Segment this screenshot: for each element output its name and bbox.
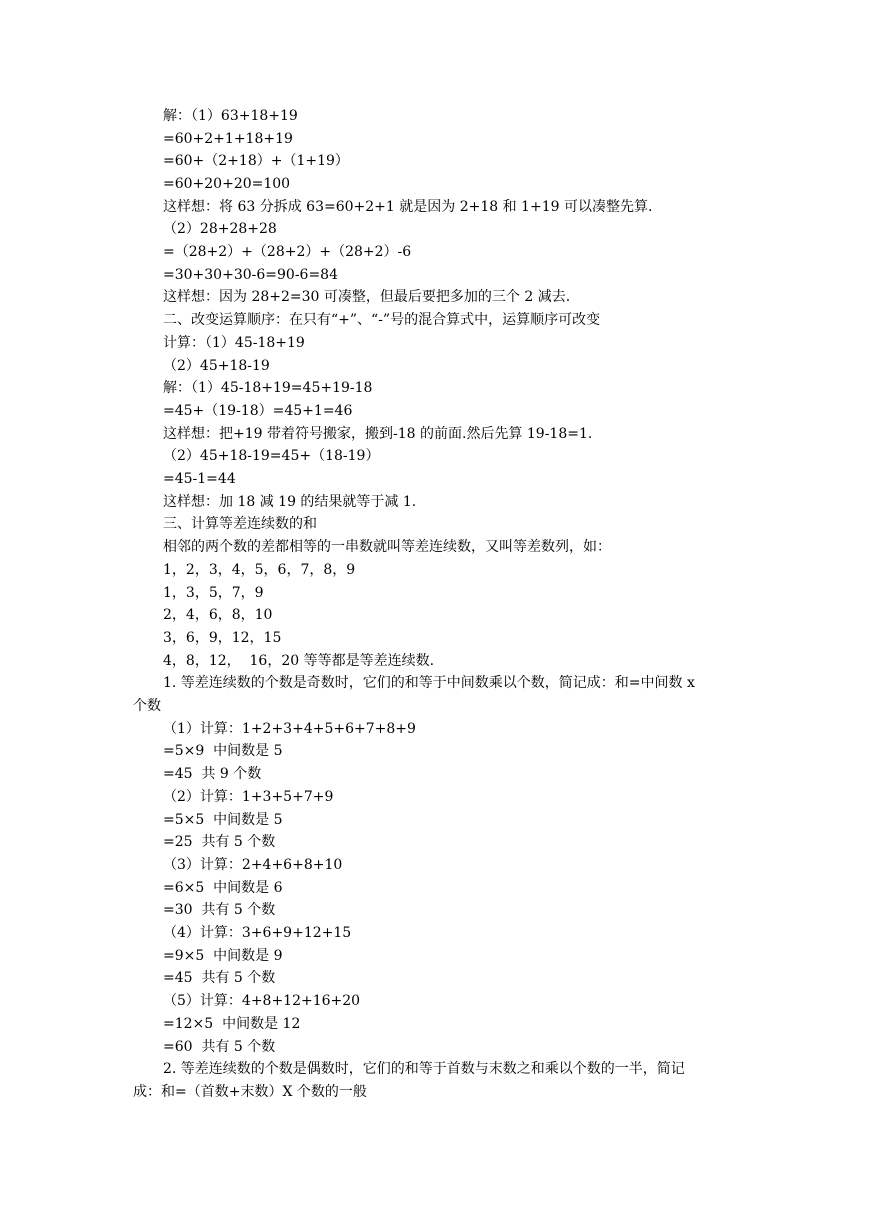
text-line: （2）45+18-19 — [163, 358, 270, 374]
section-heading: 二、改变运算顺序：在只有“+”、“-”号的混合算式中，运算顺序可改变 — [163, 312, 601, 328]
text-line: =45+（19-18）=45+1=46 — [163, 403, 353, 419]
paragraph-line: 1. 等差连续数的个数是奇数时，它们的和等于中间数乘以个数，简记成：和=中间数 x — [163, 675, 695, 691]
text-line: =12×5 中间数是 12 — [163, 1016, 301, 1032]
text-line: =30 共有 5 个数 — [163, 902, 276, 918]
text-line: =5×9 中间数是 5 — [163, 743, 283, 759]
text-line: 这样想：因为 28+2=30 可凑整，但最后要把多加的三个 2 减去. — [163, 289, 571, 305]
section-heading: 三、计算等差连续数的和 — [163, 516, 317, 532]
text-line: 计算：（1）45-18+19 — [163, 335, 305, 351]
text-line: =25 共有 5 个数 — [163, 834, 276, 850]
text-line: =60 共有 5 个数 — [163, 1039, 276, 1055]
text-line: =9×5 中间数是 9 — [163, 948, 283, 964]
paragraph-line: 成：和=（首数+末数）X 个数的一般 — [133, 1084, 367, 1100]
text-line: （2）45+18-19=45+（18-19） — [163, 448, 380, 464]
text-line: 1，2，3，4，5，6，7，8，9 — [163, 562, 356, 578]
text-line: 这样想：把+19 带着符号搬家，搬到-18 的前面.然后先算 19-18=1. — [163, 426, 593, 442]
text-line: 4，8，12， 16，20 等等都是等差连续数. — [163, 653, 435, 669]
text-line: 1，3，5，7，9 — [163, 585, 264, 601]
text-line: =60+2+1+18+19 — [163, 131, 293, 147]
text-line: 解：（1）63+18+19 — [163, 108, 298, 124]
text-line: =（28+2）+（28+2）+（28+2）-6 — [163, 244, 412, 260]
text-line: 这样想：将 63 分拆成 63=60+2+1 就是因为 2+18 和 1+19 可以凑整先算. — [163, 199, 653, 215]
text-line: =60+（2+18）+（1+19） — [163, 153, 349, 169]
text-line: 这样想：加 18 减 19 的结果就等于减 1. — [163, 494, 417, 510]
text-line: =60+20+20=100 — [163, 176, 291, 192]
text-line: （2）计算：1+3+5+7+9 — [163, 789, 334, 805]
text-line: =5×5 中间数是 5 — [163, 812, 283, 828]
text-line: 3，6，9，12，15 — [163, 630, 282, 646]
text-line: =45 共 9 个数 — [163, 766, 262, 782]
paragraph-line: 个数 — [133, 698, 161, 714]
text-line: =45 共有 5 个数 — [163, 970, 276, 986]
text-line: 相邻的两个数的差都相等的一串数就叫等差连续数，又叫等差数列，如： — [163, 539, 611, 555]
text-line: （4）计算：3+6+9+12+15 — [163, 925, 352, 941]
text-line: =45-1=44 — [163, 471, 236, 487]
text-line: （1）计算：1+2+3+4+5+6+7+8+9 — [163, 721, 416, 737]
text-line: =6×5 中间数是 6 — [163, 880, 283, 896]
paragraph-line: 2. 等差连续数的个数是偶数时，它们的和等于首数与末数之和乘以个数的一半，简记 — [163, 1061, 685, 1077]
text-line: （3）计算：2+4+6+8+10 — [163, 857, 343, 873]
text-line: 2，4，6，8，10 — [163, 607, 273, 623]
text-line: （2）28+28+28 — [163, 221, 277, 237]
text-line: =30+30+30-6=90-6=84 — [163, 267, 338, 283]
text-line: （5）计算：4+8+12+16+20 — [163, 993, 361, 1009]
text-line: 解：（1）45-18+19=45+19-18 — [163, 380, 373, 396]
